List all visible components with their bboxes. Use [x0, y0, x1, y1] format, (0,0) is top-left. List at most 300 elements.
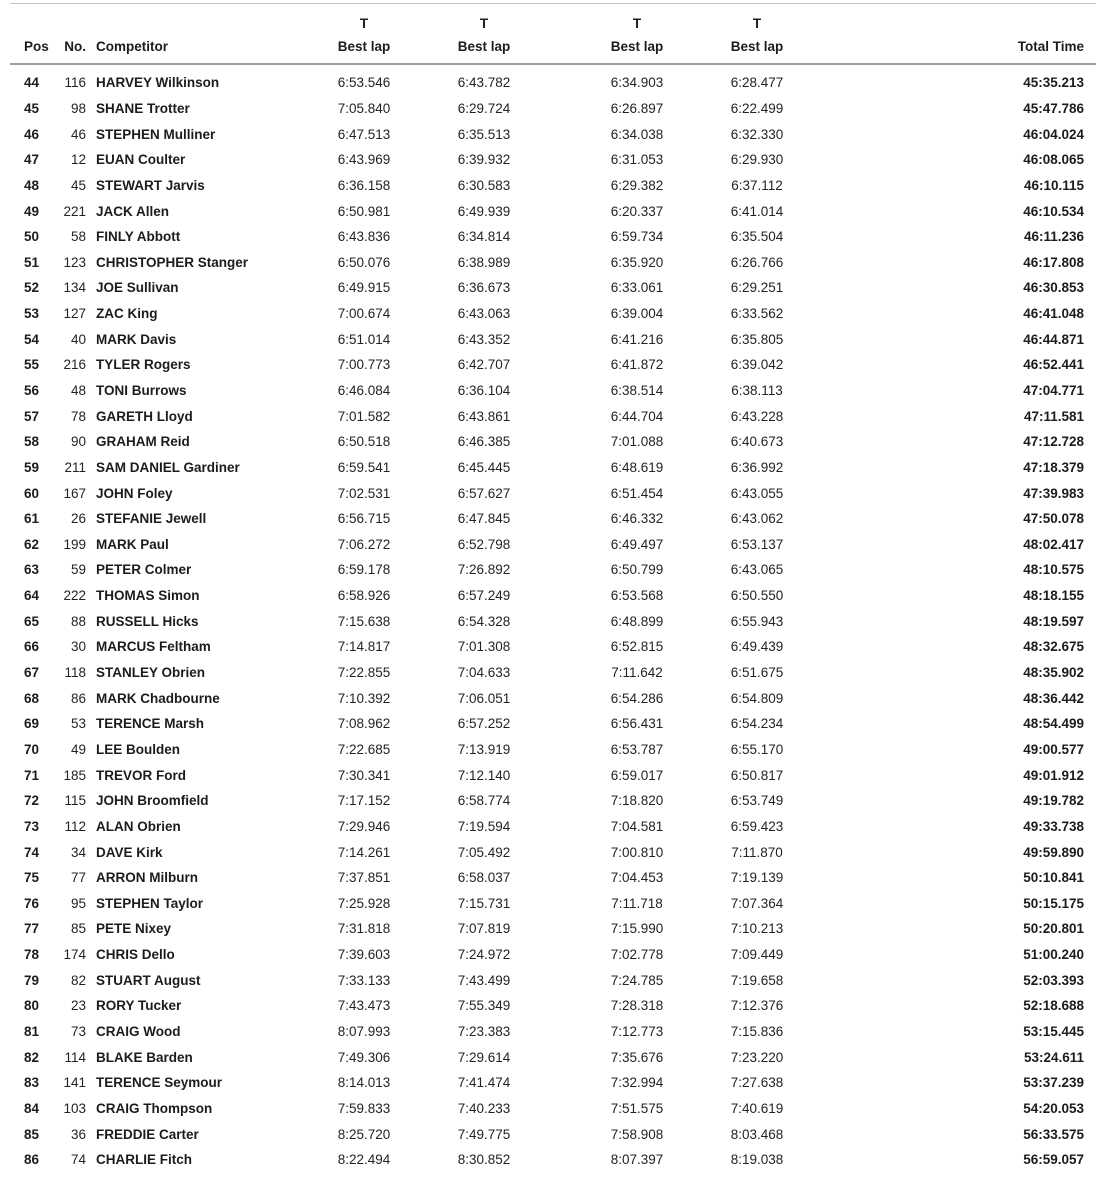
- best-lap-2-cell: 6:35.513: [457, 126, 511, 142]
- best-lap-4-cell: 7:40.619: [730, 1100, 784, 1116]
- best-lap-3-cell: 7:24.785: [610, 972, 664, 988]
- best-lap-2-cell: 6:42.707: [457, 357, 511, 373]
- best-lap-4-cell: 6:26.766: [730, 254, 784, 270]
- best-lap-4-cell: 7:19.139: [730, 870, 784, 886]
- competitor-cell: RUSSELL Hicks: [96, 613, 199, 629]
- total-time-cell: 48:02.417: [1023, 536, 1084, 552]
- table-row: [0, 839, 1106, 865]
- no-cell: 58: [70, 229, 86, 245]
- pos-cell: 65: [24, 613, 40, 629]
- best-lap-2-cell: 7:01.308: [457, 639, 511, 655]
- best-lap-3-cell: 6:38.514: [610, 383, 664, 398]
- no-cell: 23: [70, 998, 86, 1014]
- competitor-cell: CHRIS Dello: [96, 947, 175, 963]
- total-time-cell: 48:36.442: [1023, 690, 1084, 706]
- pos-cell: 78: [24, 947, 40, 963]
- total-time-cell: 46:08.065: [1023, 152, 1084, 168]
- table-row: [0, 608, 1106, 634]
- total-time-cell: 49:01.912: [1023, 767, 1084, 783]
- no-cell: 134: [63, 280, 86, 296]
- best-lap-2-cell: 7:26.892: [457, 562, 511, 578]
- best-lap-4-cell: 6:35.504: [730, 229, 784, 245]
- best-lap-3-cell: 6:50.799: [610, 562, 664, 578]
- total-time-cell: 46:17.808: [1023, 254, 1084, 270]
- total-time-cell: 46:44.871: [1023, 331, 1084, 347]
- best-lap-4-cell: 6:43.055: [730, 485, 784, 501]
- pos-cell: 85: [24, 1126, 40, 1142]
- best-lap-3-cell: 6:49.497: [610, 536, 664, 552]
- best-lap-2-cell: 7:55.349: [457, 998, 511, 1014]
- best-lap-1-cell: 6:50.076: [337, 254, 391, 270]
- best-lap-1-cell: 7:17.152: [337, 793, 391, 809]
- pos-cell: 83: [24, 1075, 40, 1091]
- table-row: [0, 455, 1106, 481]
- competitor-cell: PETE Nixey: [96, 921, 172, 937]
- best-lap-1-cell: 7:33.133: [337, 972, 391, 988]
- no-cell: 174: [63, 947, 86, 963]
- pos-cell: 68: [24, 690, 40, 706]
- best-lap-2-cell: 7:49.775: [457, 1126, 511, 1142]
- best-lap-3-cell: 6:41.216: [610, 331, 664, 347]
- table-row: [0, 891, 1106, 917]
- competitor-cell: HARVEY Wilkinson: [96, 75, 220, 91]
- pos-cell: 70: [24, 741, 40, 757]
- competitor-cell: EUAN Coulter: [96, 152, 186, 168]
- total-time-cell: 48:10.575: [1023, 562, 1084, 578]
- pos-cell: 46: [24, 126, 40, 142]
- col-header-best-lap-label-1: Best lap: [337, 39, 391, 54]
- best-lap-4-cell: 6:22.499: [730, 100, 784, 116]
- pos-cell: 82: [24, 1049, 40, 1065]
- best-lap-2-cell: 6:57.249: [457, 588, 511, 604]
- total-time-cell: 52:18.688: [1023, 998, 1084, 1014]
- total-time-cell: 51:00.240: [1023, 947, 1084, 963]
- best-lap-1-cell: 6:50.981: [337, 203, 391, 219]
- pos-cell: 75: [24, 870, 40, 886]
- competitor-cell: PETER Colmer: [96, 562, 192, 578]
- best-lap-1-cell: 7:37.851: [337, 870, 391, 886]
- competitor-cell: MARK Davis: [96, 331, 177, 347]
- best-lap-2-cell: 6:43.782: [457, 75, 511, 91]
- no-cell: 95: [70, 895, 86, 911]
- best-lap-1-cell: 6:51.014: [337, 331, 391, 347]
- pos-cell: 59: [24, 459, 40, 475]
- best-lap-2-cell: 6:43.861: [457, 408, 511, 424]
- pos-cell: 52: [24, 280, 40, 296]
- col-header-t-3: T: [632, 16, 642, 31]
- col-header-competitor: Competitor: [96, 39, 168, 54]
- best-lap-1-cell: 7:10.392: [337, 690, 391, 706]
- total-time-cell: 46:11.236: [1023, 229, 1084, 245]
- table-row: [0, 480, 1106, 506]
- best-lap-4-cell: 6:41.014: [730, 203, 784, 219]
- best-lap-1-cell: 7:49.306: [337, 1049, 391, 1065]
- competitor-cell: ZAC King: [96, 306, 158, 322]
- total-time-cell: 56:59.057: [1023, 1152, 1084, 1168]
- table-row: [0, 352, 1106, 378]
- best-lap-3-cell: 6:56.431: [610, 716, 664, 732]
- competitor-cell: STUART August: [96, 972, 201, 988]
- best-lap-2-cell: 7:29.614: [457, 1049, 511, 1065]
- best-lap-3-cell: 6:39.004: [610, 306, 664, 322]
- no-cell: 167: [63, 485, 86, 501]
- best-lap-3-cell: 6:48.619: [610, 459, 664, 475]
- best-lap-4-cell: 6:55.943: [730, 613, 784, 629]
- best-lap-1-cell: 6:36.158: [337, 177, 391, 193]
- table-row: [0, 96, 1106, 122]
- pos-cell: 50: [24, 229, 40, 245]
- best-lap-1-cell: 6:46.084: [337, 383, 391, 398]
- best-lap-4-cell: 6:53.749: [730, 793, 784, 809]
- best-lap-4-cell: 6:43.062: [730, 511, 784, 527]
- no-cell: 211: [64, 459, 86, 475]
- col-header-best-lap-2: [424, 12, 544, 57]
- pos-cell: 55: [24, 357, 40, 373]
- no-cell: 118: [64, 665, 86, 681]
- competitor-cell: CRAIG Wood: [96, 1024, 181, 1040]
- table-row: [0, 326, 1106, 352]
- pos-cell: 66: [24, 639, 40, 655]
- col-header-no: No.: [64, 39, 86, 54]
- total-time-cell: 46:41.048: [1023, 306, 1084, 322]
- best-lap-1-cell: 7:14.817: [337, 639, 391, 655]
- best-lap-3-cell: 7:00.810: [610, 844, 664, 860]
- pos-cell: 47: [24, 152, 40, 168]
- no-cell: 123: [63, 254, 86, 270]
- best-lap-3-cell: 7:02.778: [610, 947, 664, 963]
- best-lap-2-cell: 6:39.932: [457, 152, 511, 168]
- best-lap-4-cell: 6:40.673: [730, 434, 784, 450]
- best-lap-3-cell: 7:12.773: [610, 1024, 664, 1040]
- best-lap-3-cell: 8:07.397: [610, 1152, 664, 1168]
- best-lap-4-cell: 7:15.836: [730, 1024, 784, 1040]
- no-cell: 90: [70, 434, 86, 450]
- best-lap-4-cell: 8:03.468: [730, 1126, 784, 1142]
- best-lap-3-cell: 7:58.908: [610, 1126, 664, 1142]
- best-lap-2-cell: 7:41.474: [457, 1075, 511, 1091]
- no-cell: 73: [70, 1024, 86, 1040]
- competitor-cell: STEPHEN Taylor: [96, 895, 204, 911]
- competitor-cell: TERENCE Marsh: [96, 716, 205, 732]
- competitor-cell: MARK Chadbourne: [96, 690, 220, 706]
- best-lap-2-cell: 6:57.252: [457, 716, 511, 732]
- pos-cell: 80: [24, 998, 40, 1014]
- table-row: [0, 249, 1106, 275]
- best-lap-2-cell: 7:23.383: [457, 1024, 511, 1040]
- best-lap-2-cell: 6:58.774: [457, 793, 511, 809]
- best-lap-4-cell: 6:29.930: [730, 152, 784, 168]
- col-header-total-time: Total Time: [1017, 39, 1084, 54]
- total-time-cell: 56:33.575: [1023, 1126, 1084, 1142]
- best-lap-1-cell: 6:43.836: [337, 229, 391, 245]
- total-time-cell: 48:32.675: [1023, 639, 1084, 655]
- best-lap-2-cell: 6:46.385: [457, 434, 511, 450]
- table-row: [0, 173, 1106, 199]
- best-lap-4-cell: 6:35.805: [730, 331, 784, 347]
- no-cell: 48: [70, 383, 86, 398]
- best-lap-1-cell: 6:59.178: [337, 562, 391, 578]
- best-lap-4-cell: 6:59.423: [730, 818, 784, 834]
- pos-cell: 69: [24, 716, 40, 732]
- total-time-cell: 46:04.024: [1023, 126, 1084, 142]
- total-time-cell: 45:47.786: [1023, 100, 1084, 116]
- best-lap-3-cell: 6:59.017: [610, 767, 664, 783]
- pos-cell: 58: [24, 434, 40, 450]
- best-lap-4-cell: 6:51.675: [730, 665, 784, 681]
- pos-cell: 44: [24, 75, 40, 91]
- best-lap-3-cell: 7:51.575: [610, 1100, 664, 1116]
- pos-cell: 67: [24, 665, 40, 681]
- total-time-cell: 53:24.611: [1023, 1049, 1084, 1065]
- table-row: [0, 583, 1106, 609]
- no-cell: 46: [70, 126, 86, 142]
- total-time-cell: 50:20.801: [1023, 921, 1084, 937]
- best-lap-2-cell: 7:19.594: [457, 818, 511, 834]
- best-lap-2-cell: 7:06.051: [457, 690, 511, 706]
- table-row: [0, 1121, 1106, 1147]
- best-lap-1-cell: 6:43.969: [337, 152, 391, 168]
- best-lap-1-cell: 7:59.833: [337, 1100, 391, 1116]
- total-time-cell: 53:37.239: [1023, 1075, 1084, 1091]
- best-lap-2-cell: 7:04.633: [457, 665, 511, 681]
- no-cell: 53: [70, 716, 86, 732]
- pos-cell: 60: [24, 485, 40, 501]
- total-time-cell: 46:52.441: [1023, 357, 1084, 373]
- col-header-t-1: T: [359, 16, 369, 31]
- pos-cell: 74: [24, 844, 40, 860]
- best-lap-1-cell: 7:22.855: [337, 665, 391, 681]
- table-row: [0, 788, 1106, 814]
- best-lap-1-cell: 7:14.261: [337, 844, 391, 860]
- best-lap-3-cell: 6:35.920: [610, 254, 664, 270]
- best-lap-1-cell: 6:49.915: [337, 280, 391, 296]
- best-lap-3-cell: 6:31.053: [610, 152, 664, 168]
- table-row: [0, 967, 1106, 993]
- no-cell: 141: [63, 1075, 86, 1091]
- pos-cell: 86: [24, 1152, 40, 1168]
- best-lap-2-cell: 7:15.731: [457, 895, 511, 911]
- best-lap-1-cell: 7:08.962: [337, 716, 391, 732]
- no-cell: 115: [64, 793, 86, 809]
- pos-cell: 63: [24, 562, 40, 578]
- total-time-cell: 47:04.771: [1023, 383, 1084, 398]
- best-lap-3-cell: 6:59.734: [610, 229, 664, 245]
- pos-cell: 48: [24, 177, 40, 193]
- best-lap-3-cell: 7:32.994: [610, 1075, 664, 1091]
- competitor-cell: CHARLIE Fitch: [96, 1152, 192, 1168]
- total-time-cell: 48:18.155: [1023, 588, 1084, 604]
- competitor-cell: JACK Allen: [96, 203, 170, 219]
- competitor-cell: CHRISTOPHER Stanger: [96, 254, 249, 270]
- col-header-pos: Pos: [24, 39, 49, 54]
- best-lap-3-cell: 7:28.318: [610, 998, 664, 1014]
- table-row: [0, 1147, 1106, 1173]
- best-lap-2-cell: 6:34.814: [457, 229, 511, 245]
- table-row: [0, 378, 1106, 404]
- pos-cell: 71: [24, 767, 40, 783]
- pos-cell: 76: [24, 895, 40, 911]
- competitor-cell: SAM DANIEL Gardiner: [96, 459, 240, 475]
- best-lap-3-cell: 6:54.286: [610, 690, 664, 706]
- best-lap-4-cell: 6:29.251: [730, 280, 784, 296]
- best-lap-1-cell: 7:22.685: [337, 741, 391, 757]
- table-row: [0, 275, 1106, 301]
- best-lap-3-cell: 7:35.676: [610, 1049, 664, 1065]
- total-time-cell: 47:18.379: [1023, 459, 1084, 475]
- best-lap-2-cell: 6:45.445: [457, 459, 511, 475]
- total-time-cell: 48:35.902: [1023, 665, 1084, 681]
- competitor-cell: JOHN Broomfield: [96, 793, 209, 809]
- competitor-cell: BLAKE Barden: [96, 1049, 193, 1065]
- best-lap-2-cell: 6:52.798: [457, 536, 511, 552]
- pos-cell: 64: [24, 588, 40, 604]
- best-lap-2-cell: 6:36.673: [457, 280, 511, 296]
- pos-cell: 62: [24, 536, 40, 552]
- no-cell: 78: [70, 408, 86, 424]
- pos-cell: 53: [24, 306, 40, 322]
- total-time-cell: 49:00.577: [1023, 741, 1084, 757]
- table-row: [0, 198, 1106, 224]
- competitor-cell: TERENCE Seymour: [96, 1075, 223, 1091]
- total-time-cell: 53:15.445: [1023, 1024, 1084, 1040]
- best-lap-3-cell: 6:53.787: [610, 741, 664, 757]
- best-lap-1-cell: 8:25.720: [337, 1126, 391, 1142]
- competitor-cell: TREVOR Ford: [96, 767, 186, 783]
- best-lap-3-cell: 6:48.899: [610, 613, 664, 629]
- best-lap-3-cell: 6:52.815: [610, 639, 664, 655]
- col-header-best-lap-3: [577, 12, 697, 57]
- no-cell: 82: [70, 972, 86, 988]
- table-row: [0, 634, 1106, 660]
- competitor-cell: DAVE Kirk: [96, 844, 163, 860]
- total-time-cell: 47:39.983: [1023, 485, 1084, 501]
- no-cell: 59: [70, 562, 86, 578]
- best-lap-2-cell: 6:54.328: [457, 613, 511, 629]
- no-cell: 30: [70, 639, 86, 655]
- table-row: [0, 942, 1106, 968]
- total-time-cell: 47:11.581: [1023, 408, 1084, 424]
- table-header-row: [10, 4, 1096, 65]
- best-lap-4-cell: 6:54.809: [730, 690, 784, 706]
- table-row: [0, 916, 1106, 942]
- best-lap-4-cell: 6:39.042: [730, 357, 784, 373]
- table-row: [0, 403, 1106, 429]
- competitor-cell: GARETH Lloyd: [96, 408, 193, 424]
- no-cell: 77: [70, 870, 86, 886]
- pos-cell: 56: [24, 383, 40, 398]
- best-lap-3-cell: 6:34.038: [610, 126, 664, 142]
- no-cell: 127: [63, 306, 86, 322]
- best-lap-2-cell: 6:43.352: [457, 331, 511, 347]
- pos-cell: 77: [24, 921, 40, 937]
- best-lap-3-cell: 7:04.453: [610, 870, 664, 886]
- best-lap-2-cell: 7:12.140: [457, 767, 511, 783]
- competitor-cell: CRAIG Thompson: [96, 1100, 213, 1116]
- competitor-cell: THOMAS Simon: [96, 588, 200, 604]
- table-row: [0, 224, 1106, 250]
- no-cell: 103: [63, 1100, 86, 1116]
- best-lap-4-cell: 6:49.439: [730, 639, 784, 655]
- best-lap-3-cell: 6:26.897: [610, 100, 664, 116]
- no-cell: 34: [70, 844, 86, 860]
- best-lap-1-cell: 6:58.926: [337, 588, 391, 604]
- best-lap-4-cell: 6:55.170: [730, 741, 784, 757]
- best-lap-2-cell: 7:24.972: [457, 947, 511, 963]
- best-lap-2-cell: 7:40.233: [457, 1100, 511, 1116]
- best-lap-3-cell: 6:51.454: [610, 485, 664, 501]
- total-time-cell: 50:10.841: [1023, 870, 1084, 886]
- total-time-cell: 54:20.053: [1023, 1100, 1084, 1116]
- best-lap-3-cell: 6:33.061: [610, 280, 664, 296]
- best-lap-2-cell: 6:49.939: [457, 203, 511, 219]
- best-lap-4-cell: 6:50.550: [730, 588, 784, 604]
- best-lap-1-cell: 8:22.494: [337, 1152, 391, 1168]
- table-row: [0, 865, 1106, 891]
- total-time-cell: 47:12.728: [1023, 434, 1084, 450]
- no-cell: 112: [64, 818, 86, 834]
- best-lap-3-cell: 7:04.581: [610, 818, 664, 834]
- no-cell: 85: [70, 921, 86, 937]
- no-cell: 86: [70, 690, 86, 706]
- best-lap-4-cell: 6:32.330: [730, 126, 784, 142]
- no-cell: 221: [63, 203, 86, 219]
- competitor-cell: GRAHAM Reid: [96, 434, 190, 450]
- no-cell: 12: [70, 152, 86, 168]
- best-lap-1-cell: 6:56.715: [337, 511, 391, 527]
- no-cell: 74: [70, 1152, 86, 1168]
- best-lap-4-cell: 7:09.449: [730, 947, 784, 963]
- best-lap-1-cell: 7:39.603: [337, 947, 391, 963]
- best-lap-1-cell: 7:01.582: [337, 408, 391, 424]
- total-time-cell: 49:19.782: [1023, 793, 1084, 809]
- best-lap-4-cell: 6:53.137: [730, 536, 784, 552]
- competitor-cell: JOE Sullivan: [96, 280, 179, 296]
- no-cell: 199: [63, 536, 86, 552]
- best-lap-1-cell: 6:47.513: [337, 126, 391, 142]
- best-lap-3-cell: 6:20.337: [610, 203, 664, 219]
- best-lap-4-cell: 7:23.220: [730, 1049, 784, 1065]
- table-row: [0, 711, 1106, 737]
- competitor-cell: STANLEY Obrien: [96, 665, 206, 681]
- best-lap-1-cell: 8:07.993: [337, 1024, 391, 1040]
- best-lap-1-cell: 6:50.518: [337, 434, 391, 450]
- best-lap-1-cell: 7:06.272: [337, 536, 391, 552]
- competitor-cell: SHANE Trotter: [96, 100, 190, 116]
- table-row: [0, 1096, 1106, 1122]
- best-lap-3-cell: 7:15.990: [610, 921, 664, 937]
- best-lap-4-cell: 6:33.562: [730, 306, 784, 322]
- best-lap-4-cell: 6:28.477: [730, 75, 784, 91]
- best-lap-4-cell: 7:11.870: [731, 844, 783, 860]
- best-lap-1-cell: 6:59.541: [337, 459, 391, 475]
- best-lap-4-cell: 7:10.213: [730, 921, 784, 937]
- best-lap-3-cell: 6:46.332: [610, 511, 664, 527]
- total-time-cell: 45:35.213: [1023, 75, 1084, 91]
- best-lap-4-cell: 6:38.113: [731, 383, 783, 398]
- best-lap-4-cell: 7:12.376: [730, 998, 784, 1014]
- total-time-cell: 48:54.499: [1023, 716, 1084, 732]
- best-lap-4-cell: 7:07.364: [730, 895, 784, 911]
- pos-cell: 72: [24, 793, 40, 809]
- pos-cell: 49: [24, 203, 40, 219]
- pos-cell: 54: [24, 331, 40, 347]
- best-lap-1-cell: 7:02.531: [337, 485, 391, 501]
- best-lap-3-cell: 7:11.642: [611, 665, 663, 681]
- competitor-cell: ARRON Milburn: [96, 870, 198, 886]
- competitor-cell: JOHN Foley: [96, 485, 173, 501]
- no-cell: 45: [70, 177, 86, 193]
- best-lap-3-cell: 7:11.718: [611, 895, 663, 911]
